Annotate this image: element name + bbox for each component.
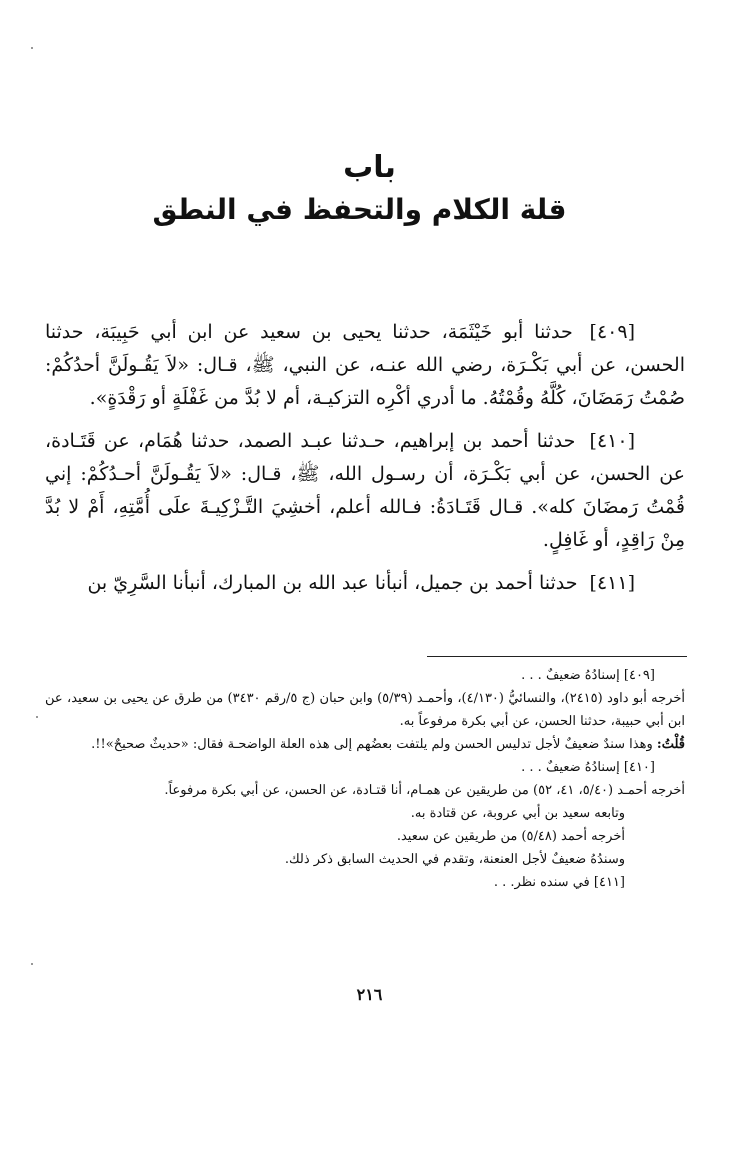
footnote-qult-text: وهذا سندٌ ضعيفٌ لأجل تدليس الحسن ولم يلتفت بعضُهم إلى هذه العلة الواضحـة فقال: «حديثٌ صحيحٌ»!!. xyxy=(91,737,653,752)
scan-speck xyxy=(31,47,33,49)
hadith-text: حدثنا أحمد بن جميل، أنبأنا عبد الله بن المبارك، أنبأنا السَّرِيّ بن xyxy=(87,572,578,594)
footnote-410-line: وتابعه سعيد بن أبي عروبة، عن قتادة به. xyxy=(410,806,625,821)
footnote-411-head: [٤١١] في سنده نظر. . . xyxy=(493,875,625,890)
footnote-409-line: أخرجه أبو داود (٢٤١٥)، والنسائيُّ (٤/١٣٠)، وأحمـد (٥/٣٩) وابن حبان (ج ٥/رقم ٣٤٣٠) من طرق عن يحيى بن سعيد، عن ابن أبي حبيبة، حدثنا الحسن، عن أبي بكرة مرفوعاً به. xyxy=(45,691,685,729)
footnote-409-comment xyxy=(45,733,685,756)
hadith-410 xyxy=(45,425,685,557)
hadith-text: حدثنا أبو خَيْثَمَة، حدثنا يحيى بن سعيد عن ابن أبي حَبِيبَة، حدثنا الحسن، عن أبي بَكْـرَة، رضي الله عنـه، عن النبي، ﷺ، قـال: «لاَ يَقُـولَنَّ أحدُكُمْ: صُمْتُ رَمَضَانَ، كُلَّهُ وقُمْتُهُ. ما أدري أكْرِه التزكيـة، أم لا بُدَّ من غَفْلَةٍ أو رَقْدَةٍ». xyxy=(45,321,685,409)
footnote-divider xyxy=(427,656,687,657)
footnotes xyxy=(45,664,685,894)
page-number: ٢١٦ xyxy=(356,985,383,1004)
footnote-410-line: أخرجه أحمـد (٥/٤٠، ٤١، ٥٢) من طريقين عن همـام، أنا قتـادة، عن الحسن، عن أبي بكرة مرفوعاً. xyxy=(164,783,685,798)
hadith-411 xyxy=(45,567,685,600)
scan-speck xyxy=(31,963,33,965)
hadith-number: [٤٠٩] xyxy=(589,321,635,343)
hadith-number: [٤١٠] xyxy=(589,430,635,452)
hadith-text: حدثنا أحمد بن إبراهيم، حـدثنا عبـد الصمد، حدثنا هُمَام، عن قَتَـادة، عن الحسن، عن أبي بَكْـرَة، أن رسـول الله، ﷺ، قـال: «لاَ يَقُـولَنَّ أحـدُكُمْ: إني قُمْتُ رَمضَانَ كله». قـال قَتَـادَةُ: فـالله أعلم، أخشِيَ التَّـزْكِيـةَ علَى أُمَّتِهِ، أَمْ لا بُدَّ مِنْ رَاقِدٍ، أو غَافِلٍ. xyxy=(45,430,685,551)
footnote-410-line: أخرجه أحمد (٥/٤٨) من طريقين عن سعيد. xyxy=(396,829,625,844)
chapter-title: قلة الكلام والتحفظ في النطق xyxy=(152,193,567,226)
footnote-qult-label: قُلْتُ: xyxy=(656,737,685,752)
hadith-number: [٤١١] xyxy=(589,572,635,594)
footnote-410-line: وسندُهُ ضعيفٌ لأجل العنعنة، وتقدم في الحديث السابق ذكر ذلك. xyxy=(284,852,625,867)
main-text xyxy=(45,316,685,610)
scan-speck xyxy=(36,716,38,718)
footnote-409-head: [٤٠٩] إسنادُهُ ضعيفٌ . . . xyxy=(521,668,655,683)
chapter-word: باب xyxy=(343,150,396,185)
hadith-409 xyxy=(45,316,685,415)
chapter-heading xyxy=(0,148,739,232)
footnote-410-head: [٤١٠] إسنادُهُ ضعيفٌ . . . xyxy=(521,760,655,775)
